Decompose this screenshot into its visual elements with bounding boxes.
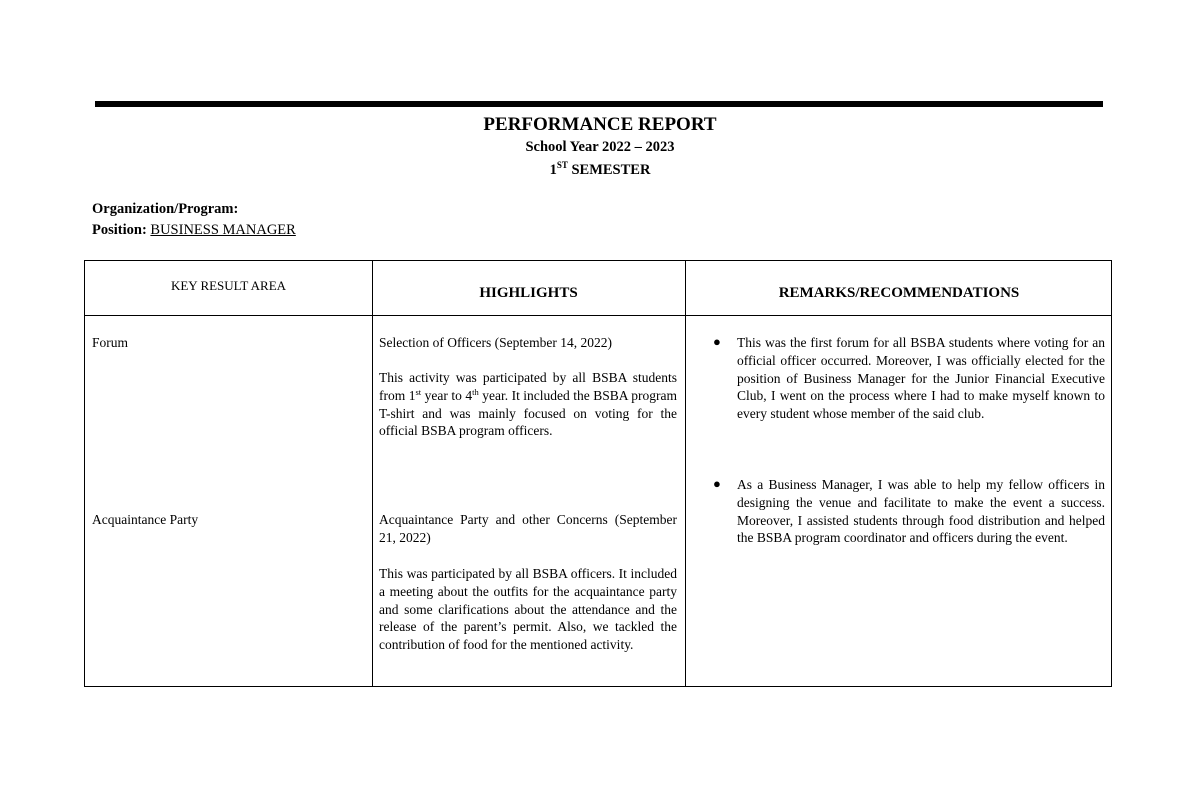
remark-2: As a Business Manager, I was able to help my fellow officers in designing the venue and facilitate to make the event a success. Moreover, I assisted students through food distribution and helped the BSBA program coordinator and officers during the event.	[737, 477, 1105, 546]
ordinal-suffix: st	[415, 386, 422, 397]
column-divider	[685, 261, 686, 686]
highlight-title-2: Acquaintance Party and other Concerns (September 21, 2022)	[379, 512, 677, 545]
header-remarks: REMARKS/RECOMMENDATIONS	[778, 284, 1020, 301]
header-key-result-area: KEY RESULT AREA	[170, 278, 287, 293]
column-divider	[372, 261, 373, 686]
position-value: BUSINESS MANAGER	[150, 222, 296, 238]
highlight-title-1: Selection of Officers (September 14, 2022)	[379, 335, 612, 350]
ordinal-suffix: th	[472, 386, 479, 397]
area-acquaintance-party: Acquaintance Party	[92, 512, 199, 527]
semester	[0, 160, 1200, 179]
area-forum: Forum	[92, 335, 129, 350]
remark-1: This was the first forum for all BSBA students where voting for an official officer occurred. Moreover, I was officially elected for the position of Business Manager for the Junior Financial Executive Club, I went on the process where I had to make myself known to every student whose member of the said club.	[737, 335, 1105, 422]
header-divider	[85, 315, 1111, 316]
semester-number: 1	[549, 162, 557, 178]
position-label: Position:	[92, 222, 147, 238]
semester-suffix: ST	[556, 160, 568, 170]
highlight-body-1-part: year to 4	[421, 387, 473, 403]
highlight-body-1	[379, 369, 677, 440]
semester-label: SEMESTER	[567, 162, 651, 178]
position-line	[92, 222, 296, 239]
bullet-icon: ●	[713, 476, 721, 491]
report-table	[84, 260, 1112, 687]
highlight-body-1-part: year. It included the BSBA program T-shirt and was mainly focused on voting for the official BSBA program officers.	[379, 387, 677, 439]
header-highlights: HIGHLIGHTS	[479, 284, 578, 301]
highlight-body-2: This was participated by all BSBA officers. It included a meeting about the outfits for the acquaintance party and some clarifications about the attendance and the release of the parent’s permit. Also, we tackled the contribution of food for the mentioned activity.	[379, 566, 677, 653]
school-year: School Year 2022 – 2023	[525, 139, 675, 155]
report-title: PERFORMANCE REPORT	[483, 114, 717, 135]
bullet-icon: ●	[713, 334, 721, 349]
highlight-body-1-part: This activity was participated by all BSBA students from 1	[379, 370, 677, 403]
top-rule	[95, 101, 1103, 107]
organization-label: Organization/Program:	[92, 201, 239, 217]
